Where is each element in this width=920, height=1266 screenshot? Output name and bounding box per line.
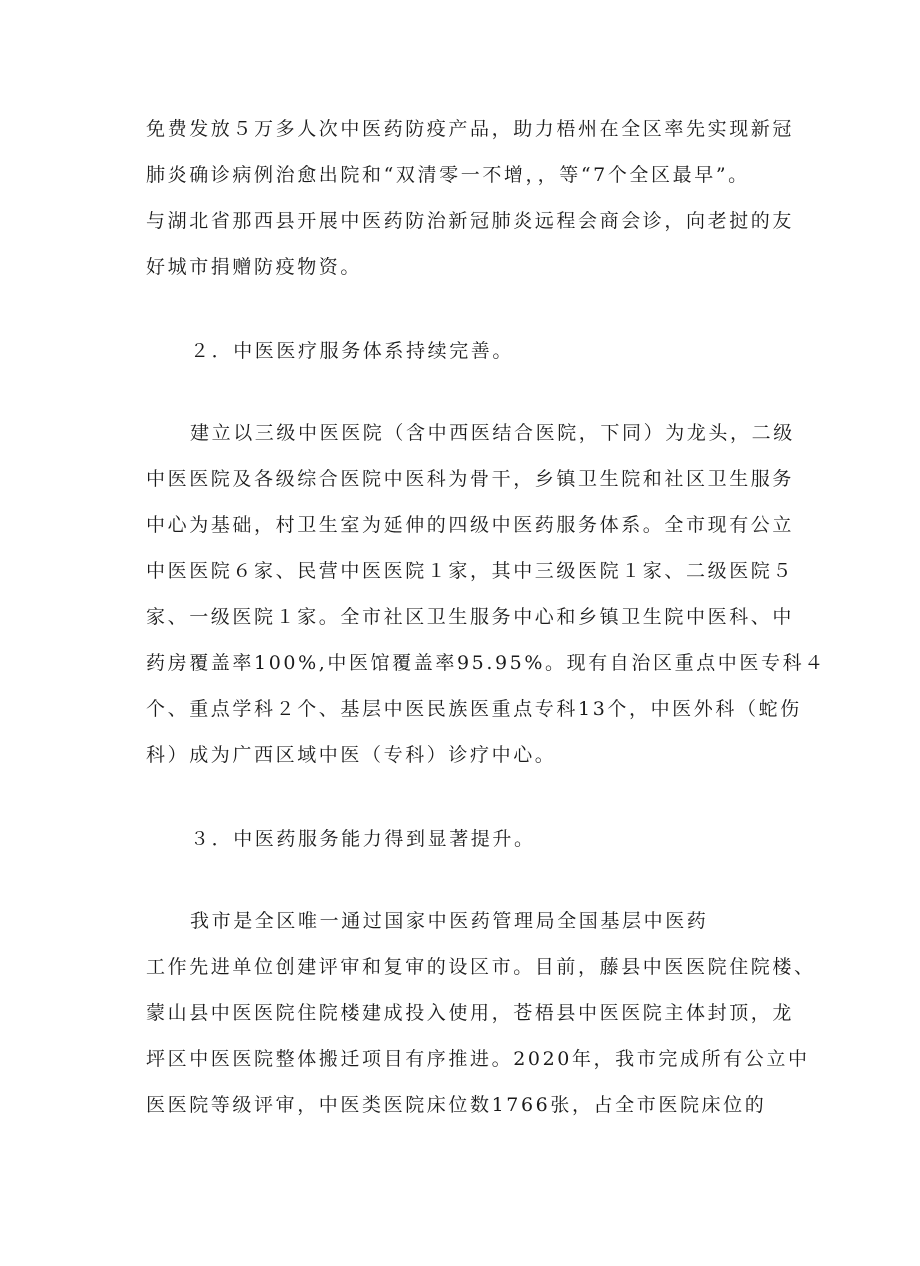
paragraph-1-line-4: 好城市捐赠防疫物资。: [146, 256, 363, 278]
paragraph-2-line-1: 建立以三级中医医院（含中西医结合医院，下同）为龙头，二级: [190, 422, 795, 444]
paragraph-3-line-1: 我市是全区唯一通过国家中医药管理局全国基层中医药: [190, 910, 709, 932]
paragraph-3-line-4: 坪区中医医院整体搬迁项目有序推进。2020年，我市完成所有公立中: [146, 1048, 810, 1070]
paragraph-1-line-1: 免费发放５万多人次中医药防疫产品，助力梧州在全区率先实现新冠: [146, 118, 795, 140]
section-heading-3: ３．中医药服务能力得到显著提升。: [190, 828, 536, 850]
paragraph-2-line-2: 中医医院及各级综合医院中医科为骨干，乡镇卫生院和社区卫生服务: [146, 468, 795, 490]
paragraph-2-line-5: 家、一级医院１家。全市社区卫生服务中心和乡镇卫生院中医科、中: [146, 606, 795, 628]
paragraph-1-line-2: 肺炎确诊病例治愈出院和“双清零一不增，，等“7个全区最早”。: [146, 164, 750, 186]
section-heading-2: ２．中医医疗服务体系持续完善。: [190, 340, 515, 362]
paragraph-2-line-4: 中医医院６家、民营中医医院１家，其中三级医院１家、二级医院５: [146, 560, 795, 582]
paragraph-3-line-2: 工作先进单位创建评审和复审的设区市。目前，藤县中医医院住院楼、: [146, 956, 816, 978]
paragraph-3-line-5: 医医院等级评审，中医类医院床位数1766张，占全市医院床位的: [146, 1094, 767, 1116]
paragraph-3-line-3: 蒙山县中医医院住院楼建成投入使用，苍梧县中医医院主体封顶，龙: [146, 1002, 795, 1024]
paragraph-2-line-7: 个、重点学科２个、基层中医民族医重点专科13个，中医外科（蛇伤: [146, 698, 802, 720]
paragraph-1-line-3: 与湖北省那西县开展中医药防治新冠肺炎远程会商会诊，向老挝的友: [146, 210, 795, 232]
paragraph-2-line-3: 中心为基础，村卫生室为延伸的四级中医药服务体系。全市现有公立: [146, 514, 795, 536]
paragraph-2-line-6: 药房覆盖率100%,中医馆覆盖率95.95%。现有自治区重点中医专科４: [146, 652, 826, 674]
paragraph-2-line-8: 科）成为广西区域中医（专科）诊疗中心。: [146, 744, 557, 766]
